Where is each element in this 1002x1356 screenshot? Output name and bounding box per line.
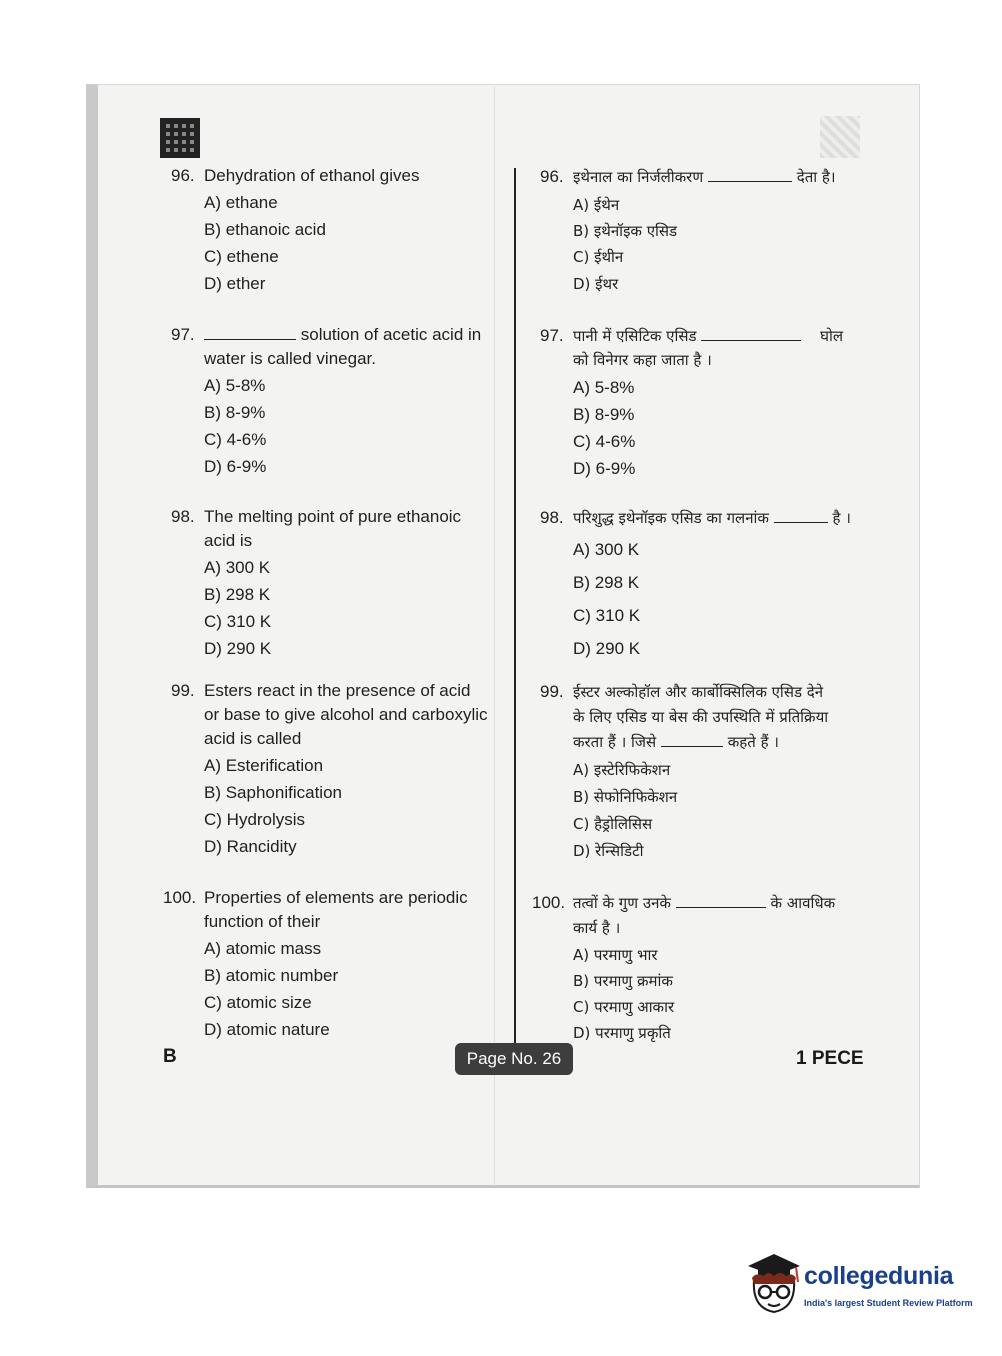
hi-q99-stem-line3 <box>573 730 779 754</box>
hi-q96-number: 96. <box>540 167 564 186</box>
hi-q96-option-c: C) ईथीन <box>573 248 624 266</box>
q99-stem-line3: acid is called <box>204 729 302 748</box>
q96-number: 96. <box>171 166 195 185</box>
paper-code: 1 PECE <box>796 1048 864 1069</box>
q99-option-c: C) Hydrolysis <box>204 810 306 829</box>
hi-q100-stem-after: के आवधिक <box>770 894 836 912</box>
blank <box>708 167 792 182</box>
hi-q97-option-c: C) 4-6% <box>573 432 636 451</box>
q97-stem-text: solution of acetic acid in <box>300 325 482 344</box>
q99-stem-line2: or base to give alcohol and carboxylic <box>204 705 488 724</box>
q100-option-b: B) atomic number <box>204 966 339 985</box>
hi-q100-stem-line2: कार्य है । <box>573 919 621 937</box>
hi-q98-number: 98. <box>540 508 564 527</box>
hi-q99-option-d: D) रेन्सिडिटी <box>573 842 644 860</box>
q96-option-c: C) ethene <box>204 247 279 266</box>
collegedunia-logo[interactable] <box>744 1250 974 1316</box>
hi-q97-option-a: A) 5-8% <box>573 378 635 397</box>
hi-q98-option-c: C) 310 K <box>573 606 641 625</box>
q99-option-d: D) Rancidity <box>204 837 297 856</box>
q97-stem-line1 <box>204 323 481 347</box>
hi-q99-number: 99. <box>540 682 564 701</box>
hi-q99-option-c: C) हैड्रोलिसिस <box>573 815 653 833</box>
q100-number: 100. <box>163 888 197 907</box>
q98-option-b: B) 298 K <box>204 585 271 604</box>
hi-q96-stem <box>573 165 836 189</box>
hi-q97-option-d: D) 6-9% <box>573 459 636 478</box>
q96-option-b: B) ethanoic acid <box>204 220 326 239</box>
hi-q99-option-a: A) इस्टेरिफिकेशन <box>573 761 671 779</box>
hi-q96-stem-after: देता है। <box>796 168 836 186</box>
set-letter: B <box>163 1046 177 1067</box>
hi-q96-option-d: D) ईथर <box>573 275 619 293</box>
hi-q98-stem <box>573 506 851 530</box>
q99-stem-line1: Esters react in the presence of acid <box>204 681 471 700</box>
qr-code-icon <box>160 118 200 158</box>
hi-q100-option-b: B) परमाणु क्रमांक <box>573 972 673 990</box>
hi-q97-option-b: B) 8-9% <box>573 405 635 424</box>
q100-stem-line1: Properties of elements are periodic <box>204 888 468 907</box>
hi-q98-option-d: D) 290 K <box>573 639 641 658</box>
q100-option-d: D) atomic nature <box>204 1020 330 1039</box>
hi-q99-stem-after: कहते हैं । <box>727 733 779 751</box>
q98-option-a: A) 300 K <box>204 558 271 577</box>
q100-stem-line2: function of their <box>204 912 321 931</box>
blank <box>661 732 723 747</box>
hi-q98-option-a: A) 300 K <box>573 540 640 559</box>
blank <box>701 326 801 341</box>
q96-option-a: A) ethane <box>204 193 278 212</box>
mascot-icon <box>744 1250 802 1316</box>
hi-q98-option-b: B) 298 K <box>573 573 640 592</box>
q97-stem-line2: water is called vinegar. <box>204 349 376 368</box>
hi-q99-stem-line2: के लिए एसिड या बेस की उपस्थिति में प्रतिक्रिया <box>573 708 829 726</box>
q99-option-a: A) Esterification <box>204 756 324 775</box>
faint-qr-code-icon <box>820 116 860 158</box>
q98-number: 98. <box>171 507 195 526</box>
q99-number: 99. <box>171 681 195 700</box>
hi-q99-stem-line1: ईस्टर अल्कोहॉल और कार्बोक्सिलिक एसिड देने <box>573 683 824 701</box>
blank <box>774 508 828 523</box>
q96-stem: Dehydration of ethanol gives <box>204 166 420 185</box>
hi-q97-stem-before: पानी में एसिटिक एसिड <box>573 327 697 345</box>
hi-q98-stem-after: है । <box>832 509 851 527</box>
hi-q100-stem <box>573 891 835 915</box>
q98-option-c: C) 310 K <box>204 612 272 631</box>
hi-q97-stem-after: घोल <box>820 327 844 345</box>
hi-q100-stem-before: तत्वों के गुण उनके <box>573 894 671 912</box>
brand-tagline: India's largest Student Review Platform <box>804 1298 973 1308</box>
q99-option-b: B) Saphonification <box>204 783 342 802</box>
q97-option-a: A) 5-8% <box>204 376 266 395</box>
hi-q96-stem-before: इथेनाल का निर्जलीकरण <box>573 168 704 186</box>
q98-stem-line1: The melting point of pure ethanoic <box>204 507 462 526</box>
hi-q97-stem-line2: को विनेगर कहा जाता है । <box>573 351 712 369</box>
q98-option-d: D) 290 K <box>204 639 272 658</box>
hi-q100-number: 100. <box>532 893 566 912</box>
q100-option-a: A) atomic mass <box>204 939 322 958</box>
hi-q98-stem-before: परिशुद्ध इथेनॉइक एसिड का गलनांक <box>573 509 769 527</box>
q98-stem-line2: acid is <box>204 531 253 550</box>
hi-q99-stem-before: करता हैं । जिसे <box>573 733 657 751</box>
hi-q97-number: 97. <box>540 326 564 345</box>
q96-option-d: D) ether <box>204 274 266 293</box>
blank <box>204 325 296 340</box>
page-number-badge: Page No. 26 <box>455 1043 573 1075</box>
hi-q100-option-a: A) परमाणु भार <box>573 946 658 964</box>
hi-q100-option-d: D) परमाणु प्रकृति <box>573 1024 671 1042</box>
q100-option-c: C) atomic size <box>204 993 312 1012</box>
hi-q96-option-a: A) ईथेन <box>573 196 620 214</box>
q97-option-d: D) 6-9% <box>204 457 267 476</box>
page-fold-line <box>494 86 495 1186</box>
q97-option-c: C) 4-6% <box>204 430 267 449</box>
q97-option-b: B) 8-9% <box>204 403 266 422</box>
blank <box>676 893 766 908</box>
q97-number: 97. <box>171 325 195 344</box>
column-divider <box>514 168 516 1048</box>
hi-q99-option-b: B) सेफोनिफिकेशन <box>573 788 678 806</box>
brand-name: collegedunia <box>804 1262 954 1290</box>
hi-q96-option-b: B) इथेनॉइक एसिड <box>573 222 678 240</box>
hi-q100-option-c: C) परमाणु आकार <box>573 998 675 1016</box>
hi-q97-stem <box>573 324 843 348</box>
